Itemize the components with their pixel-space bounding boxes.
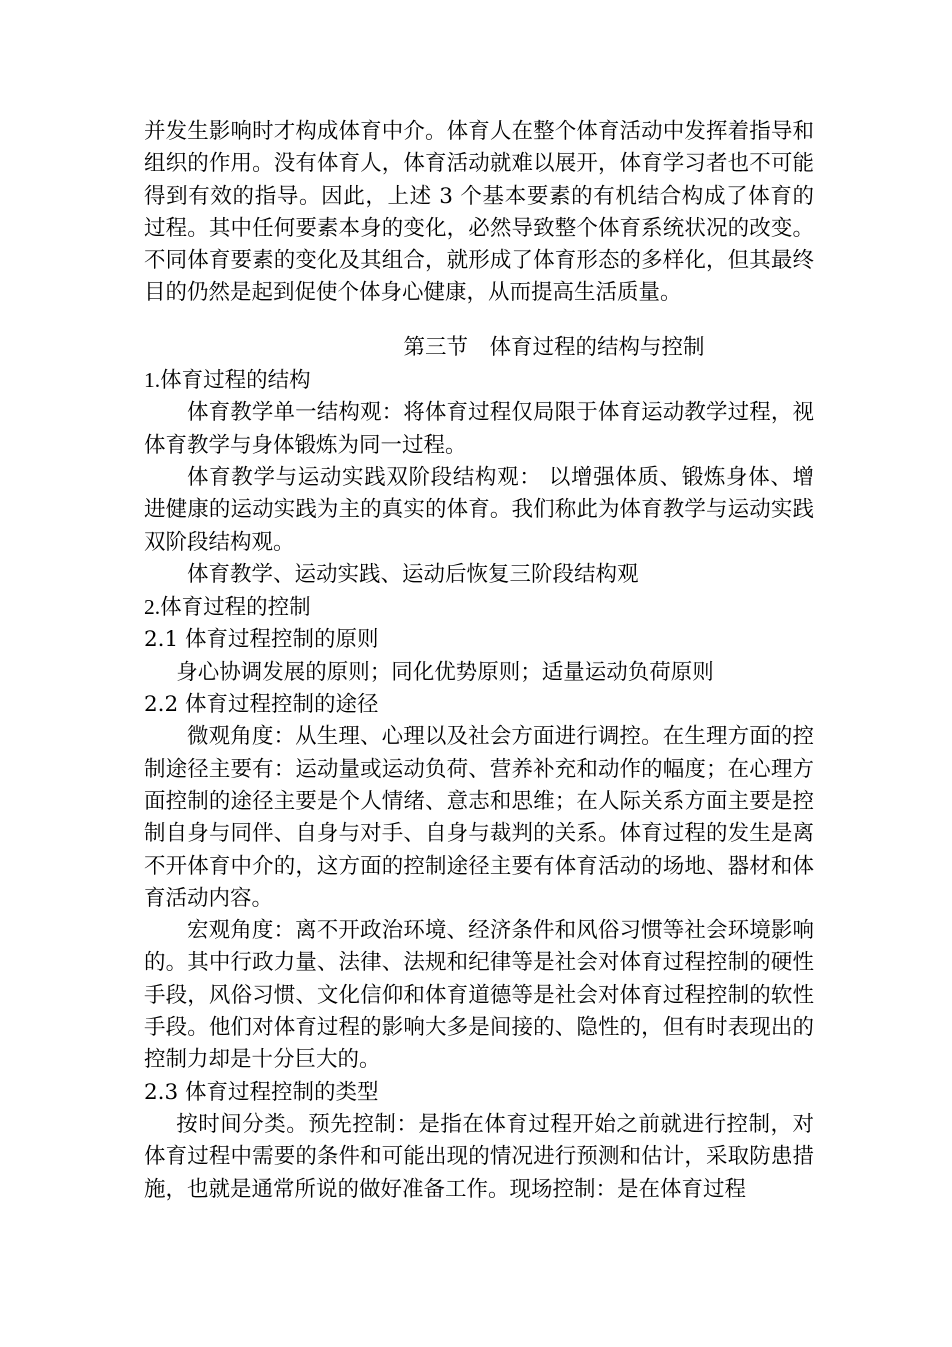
subsection-2-3-paragraph: 按时间分类。预先控制：是指在体育过程开始之前就进行控制，对体育过程中需要的条件和可能出现的情况进行预测和估计，采取防患措施，也就是通常所说的做好准备工作。现场控制：是在体育过程 — [144, 1111, 814, 1202]
part1-number: 1. — [144, 368, 161, 393]
subsection-2-2-paragraph-1: 微观角度：从生理、心理以及社会方面进行调控。在生理方面的控制途径主要有：运动量或运动负荷、营养补充和动作的幅度；在心理方面控制的途径主要是个人情绪、意志和思维；在人际关系方面主要是控制自身与同伴、自身与对手、自身与裁判的关系。体育过程的发生是离不开体育中介的，这方面的控制途径主要有体育活动的场地、器材和体育活动内容。 — [144, 724, 814, 911]
subsection-2-2-paragraph-2: 宏观角度：离不开政治环境、经济条件和风俗习惯等社会环境影响的。其中行政力量、法律、法规和纪律等是社会对体育过程控制的硬性手段，风俗习惯、文化信仰和体育道德等是社会对体育过程控制的软性手段。他们对体育过程的影响大多是间接的、隐性的，但有时表现出的控制力却是十分巨大的。 — [144, 918, 814, 1073]
part1-heading-text: 体育过程的结构 — [160, 368, 311, 394]
part2-number: 2. — [144, 595, 161, 620]
subsection-2-2-heading: 2.2 体育过程控制的途径 — [144, 692, 379, 718]
subsection-2-1-heading: 2.1 体育过程控制的原则 — [144, 627, 379, 653]
part1-paragraph-1: 体育教学单一结构观：将体育过程仅局限于体育运动教学过程，视体育教学与身体锻炼为同一过程。 — [144, 400, 814, 458]
subsection-2-1-paragraph: 身心协调发展的原则；同化优势原则；适量运动负荷原则 — [176, 659, 714, 685]
part1-paragraph-2: 体育教学与运动实践双阶段结构观： 以增强体质、锻炼身体、增进健康的运动实践为主的真实的体育。我们称此为体育教学与运动实践双阶段结构观。 — [144, 464, 814, 555]
document-body — [144, 116, 814, 1206]
intro-paragraph: 并发生影响时才构成体育中介。体育人在整个体育活动中发挥着指导和组织的作用。没有体育人，体育活动就难以展开，体育学习者也不可能得到有效的指导。因此，上述 3 个基本要素的有机结合构成了体育的过程。其中任何要素本身的变化，必然导致整个体育系统状况的改变。不同体育要素的变化及其组合，就形成了体育形态的多样化，但其最终目的仍然是起到促使个体身心健康，从而提高生活质量。 — [144, 119, 814, 306]
part2-heading-text: 体育过程的控制 — [160, 595, 311, 621]
part1-heading — [144, 364, 814, 397]
section-title: 第三节 体育过程的结构与控制 — [403, 334, 705, 360]
subsection-2-3-heading: 2.3 体育过程控制的类型 — [144, 1079, 379, 1105]
part1-paragraph-3: 体育教学、运动实践、运动后恢复三阶段结构观 — [187, 561, 639, 587]
part2-heading — [144, 591, 814, 624]
